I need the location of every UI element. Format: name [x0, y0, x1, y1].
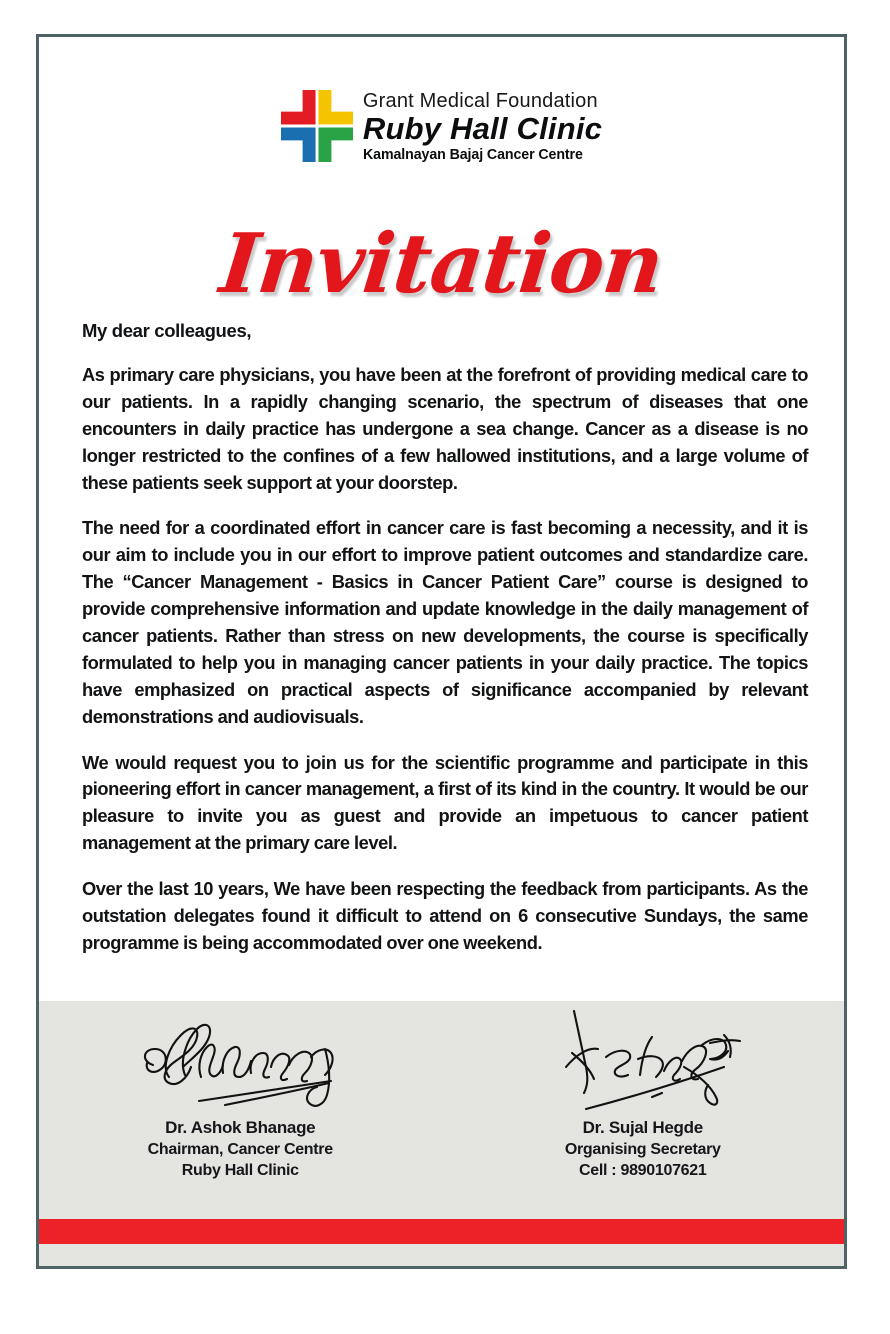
letter-body [82, 320, 808, 957]
page-title: Invitation [215, 216, 668, 312]
letter-paragraph: We would request you to join us for the scientific programme and participate in this pioneering effort in cancer management, a first of its kind in the country. It would be our pleasure to invite you as guest and provide an impetuous to cancer patient management at the primary care level. [82, 751, 808, 854]
signatory-block [39, 1001, 442, 1201]
signatory-contact: Cell : 9890107621 [579, 1162, 707, 1180]
letterhead [39, 89, 844, 163]
handwritten-signature-icon [528, 1005, 758, 1117]
salutation: My dear colleagues, [82, 320, 252, 341]
organisation-logo [281, 89, 602, 163]
title-area [39, 216, 844, 333]
letter-paragraph: As primary care physicians, you have been at the forefront of providing medical care to our patients. In a rapidly changing scenario, the spectrum of diseases that one encounters in daily practice has undergone a sea change. Cancer as a disease is no longer restricted to the confines of a few hallowed institutions, and a large volume of these patients seek support at your doorstep. [82, 364, 808, 493]
signatory-block [442, 1001, 845, 1201]
signatory-affiliation: Ruby Hall Clinic [181, 1162, 299, 1180]
signature-band [39, 1001, 844, 1266]
signatory-name: Dr. Ashok Bhanage [165, 1118, 316, 1137]
letterhead-text [363, 89, 602, 163]
signatory-role: Organising Secretary [564, 1140, 721, 1158]
handwritten-signature-icon [125, 1005, 355, 1117]
footer-accent-bar [39, 1219, 844, 1244]
invitation-card [36, 34, 847, 1269]
letter-paragraph: Over the last 10 years, We have been respecting the feedback from participants. As the outstation delegates found it difficult to attend on 6 consecutive Sundays, the same programme is being accommodated over one weekend. [82, 878, 808, 953]
signatory-role: Chairman, Cancer Centre [147, 1140, 333, 1158]
letter-paragraph: The need for a coordinated effort in cancer care is fast becoming a necessity, and it is our aim to include you in our effort to improve patient outcomes and standardize care. The “Cancer Management - Basics in Cancer Patient Care” course is designed to provide comprehensive information and update knowledge in the daily management of cancer patients. Rather than stress on new developments, the course is specifically formulated to help you in managing cancer patients in your daily practice. The topics have emphasized on practical aspects of significance accompanied by relevant demonstrations and audiovisuals. [82, 517, 808, 727]
centre-name: Kamalnayan Bajaj Cancer Centre [362, 147, 583, 163]
four-quadrant-cross-logo-icon [281, 90, 353, 162]
foundation-name: Grant Medical Foundation [362, 90, 598, 112]
signature-columns [39, 1001, 844, 1201]
footer-strip [39, 1244, 844, 1266]
signatory-name: Dr. Sujal Hegde [582, 1118, 703, 1137]
clinic-name: Ruby Hall Clinic [362, 111, 603, 146]
